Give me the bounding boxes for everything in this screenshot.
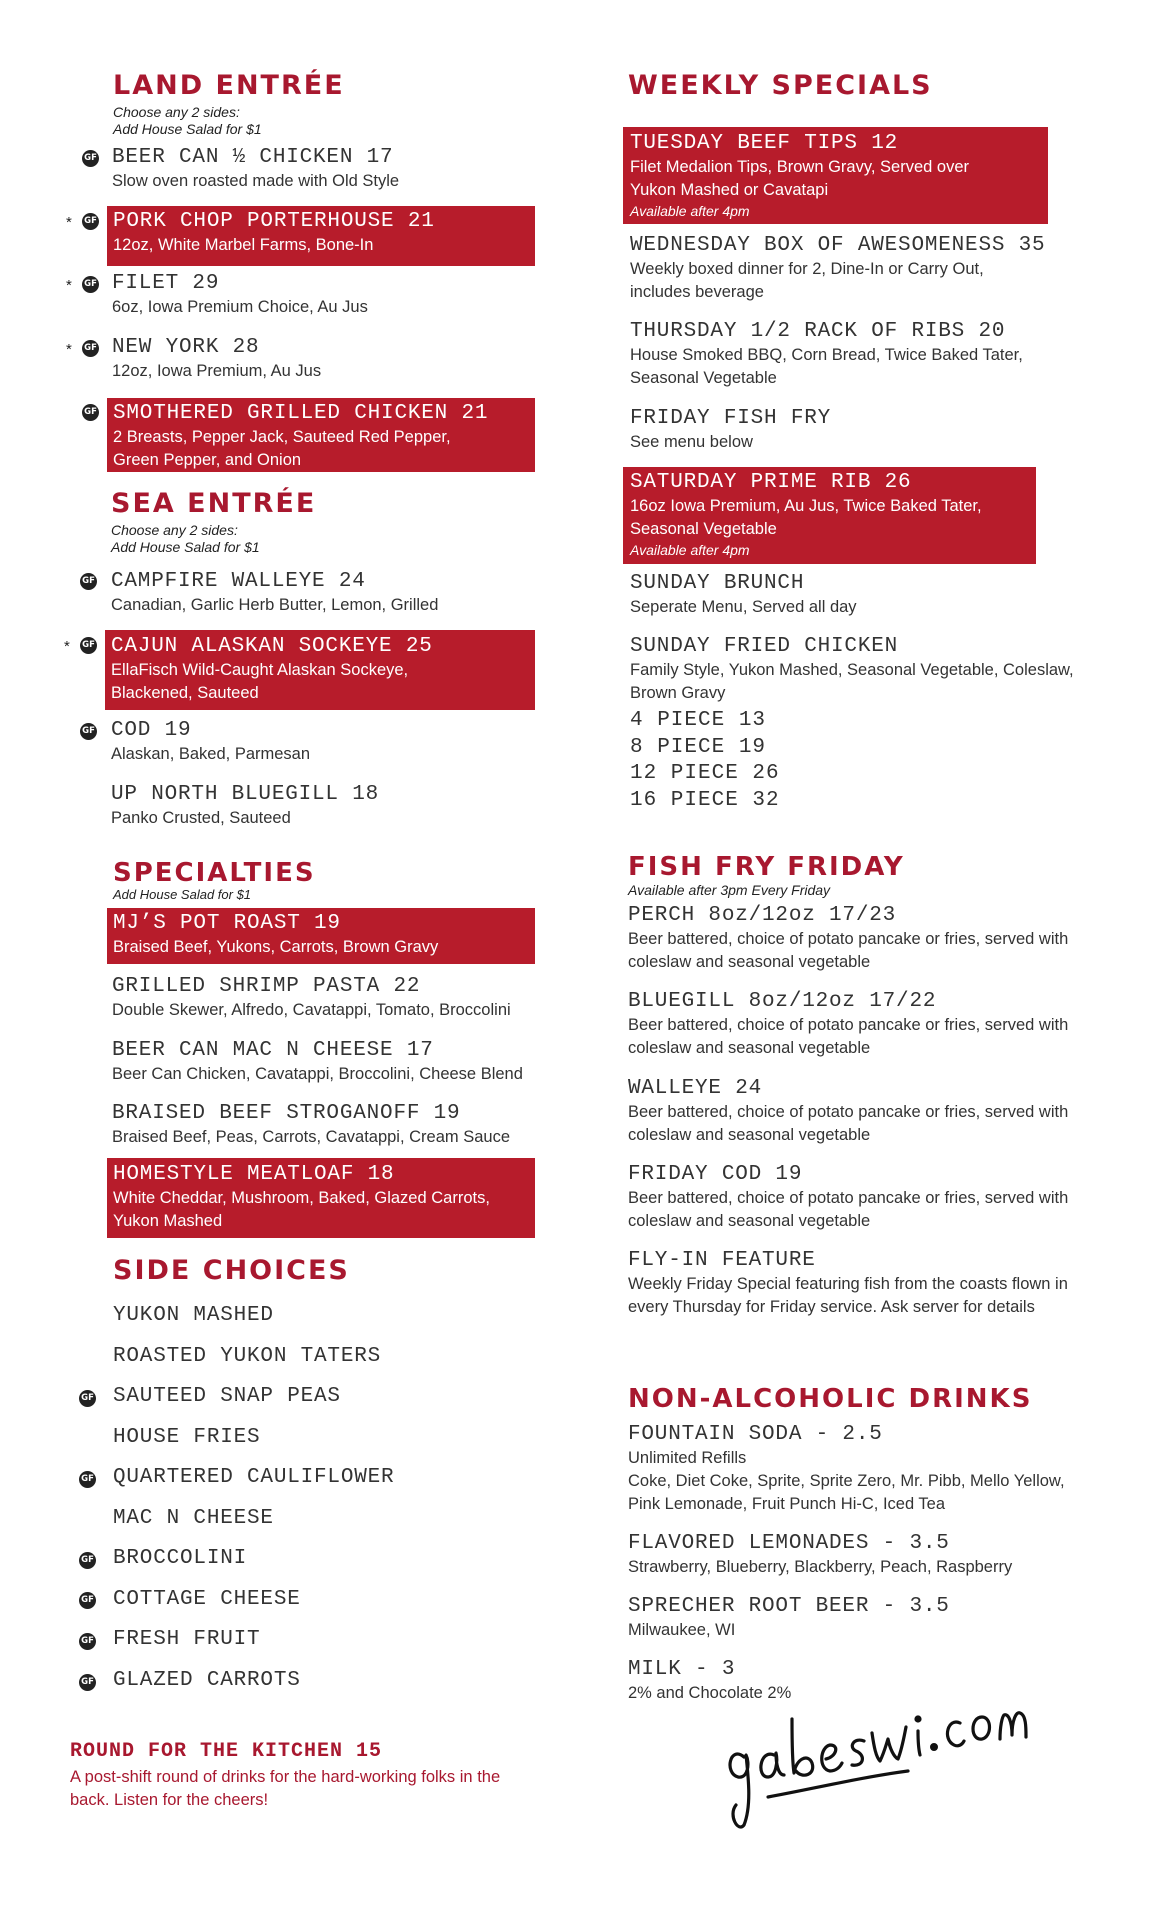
special-tuesday	[623, 127, 1048, 224]
round-for-kitchen-title: ROUND FOR THE KITCHEN 15	[70, 1740, 383, 1763]
item-name: FRIDAY COD 19	[628, 1163, 803, 1186]
item-name: COD 19	[111, 719, 192, 742]
gluten-free-icon: GF	[82, 276, 99, 293]
menu-item-beef-stroganoff	[112, 1102, 552, 1149]
item-name: SPRECHER ROOT BEER - 3.5	[628, 1595, 950, 1618]
menu-item-meatloaf	[107, 1158, 535, 1238]
asterisk-icon: *	[64, 638, 70, 655]
item-description: Beer battered, choice of potato pancake or fries, served with coleslaw and seasonal vegetable	[628, 930, 1069, 971]
menu-item-shrimp-pasta	[112, 975, 552, 1022]
menu-item-cod	[111, 719, 541, 766]
side-choices-heading: SIDE CHOICES	[113, 1255, 350, 1286]
chicken-piece-option: 4 PIECE 13	[630, 709, 767, 732]
side-item: MAC N CHEESE	[113, 1507, 274, 1530]
item-name: GRILLED SHRIMP PASTA 22	[112, 975, 421, 998]
item-name: BLUEGILL 8oz/12oz 17/22	[628, 990, 937, 1013]
website-signature-handwriting	[722, 1665, 1042, 1835]
menu-item-up-north-bluegill	[111, 783, 541, 830]
drink-item-lemonades	[628, 1532, 1108, 1579]
item-name: SUNDAY FRIED CHICKEN	[630, 635, 899, 658]
item-description: EllaFisch Wild-Caught Alaskan Sockeye, Blackened, Sauteed	[111, 661, 409, 702]
item-name: BEER CAN ½ CHICKEN 17	[112, 146, 394, 169]
land-entree-note-sides: Choose any 2 sides:	[113, 104, 240, 120]
side-item: GLAZED CARROTS	[113, 1669, 301, 1692]
item-description: Double Skewer, Alfredo, Cavatappi, Tomato, Broccolini	[112, 1001, 511, 1019]
item-description: Weekly boxed dinner for 2, Dine-In or Carry Out, includes beverage	[630, 260, 984, 301]
item-name: TUESDAY BEEF TIPS 12	[630, 132, 899, 155]
menu-item-beer-can-mac	[112, 1039, 552, 1086]
item-description: See menu below	[630, 433, 753, 451]
gluten-free-icon: GF	[82, 404, 99, 421]
side-item: BROCCOLINI	[113, 1547, 248, 1570]
sea-entree-heading: SEA ENTRÉE	[111, 488, 317, 519]
item-name: WALLEYE 24	[628, 1077, 763, 1100]
special-friday	[630, 407, 1070, 454]
item-description: Milwaukee, WI	[628, 1621, 736, 1639]
gluten-free-icon: GF	[79, 1674, 96, 1691]
gluten-free-icon: GF	[80, 637, 97, 654]
side-item: SAUTEED SNAP PEAS	[113, 1385, 341, 1408]
item-description: Unlimited Refills	[628, 1449, 747, 1467]
item-description-flavors: Coke, Diet Coke, Sprite, Sprite Zero, Mr. Pibb, Mello Yellow, Pink Lemonade, Fruit Punch Hi-C, Iced Tea	[628, 1472, 1065, 1513]
item-description: 12oz, Iowa Premium, Au Jus	[112, 362, 322, 380]
sea-entree-note-sides: Choose any 2 sides:	[111, 522, 238, 538]
item-description: 16oz Iowa Premium, Au Jus, Twice Baked Tater, Seasonal Vegetable	[630, 497, 982, 538]
specialties-note: Add House Salad for $1	[113, 887, 252, 902]
item-name: FLY-IN FEATURE	[628, 1249, 816, 1272]
item-description: 12oz, White Marbel Farms, Bone-In	[113, 236, 374, 254]
special-wednesday	[630, 234, 1070, 304]
fish-fry-note: Available after 3pm Every Friday	[628, 882, 831, 898]
gluten-free-icon: GF	[79, 1552, 96, 1569]
fish-fry-heading: FISH FRY FRIDAY	[628, 852, 905, 882]
item-name: PERCH 8oz/12oz 17/23	[628, 904, 897, 927]
menu-item-smothered-chicken	[107, 398, 535, 472]
special-sunday-brunch	[630, 572, 1070, 619]
item-description: Seperate Menu, Served all day	[630, 598, 857, 616]
item-name: THURSDAY 1/2 RACK OF RIBS 20	[630, 320, 1006, 343]
item-description: House Smoked BBQ, Corn Bread, Twice Baked Tater, Seasonal Vegetable	[630, 346, 1023, 387]
chicken-piece-option: 16 PIECE 32	[630, 789, 780, 812]
gluten-free-icon: GF	[79, 1390, 96, 1407]
item-name: PORK CHOP PORTERHOUSE 21	[113, 210, 435, 233]
side-item: FRESH FRUIT	[113, 1628, 261, 1651]
item-description: Canadian, Garlic Herb Butter, Lemon, Grilled	[111, 596, 439, 614]
menu-item-filet	[112, 272, 542, 319]
drink-item-root-beer	[628, 1595, 1108, 1642]
item-description: Braised Beef, Peas, Carrots, Cavatappi, Cream Sauce	[112, 1128, 511, 1146]
special-sunday-chicken	[630, 635, 1110, 705]
item-name: CAJUN ALASKAN SOCKEYE 25	[111, 635, 433, 658]
drink-item-fountain-soda	[628, 1423, 1108, 1516]
item-name: WEDNESDAY BOX OF AWESOMENESS 35	[630, 234, 1046, 257]
item-name: FRIDAY FISH FRY	[630, 407, 832, 430]
item-name: SATURDAY PRIME RIB 26	[630, 471, 912, 494]
fish-item-bluegill	[628, 990, 1098, 1060]
menu-item-cajun-sockeye	[105, 630, 535, 710]
item-description: Beer battered, choice of potato pancake or fries, served with coleslaw and seasonal vegetable	[628, 1103, 1069, 1144]
asterisk-icon: *	[66, 277, 72, 294]
item-name: FOUNTAIN SODA - 2.5	[628, 1423, 883, 1446]
gluten-free-icon: GF	[79, 1471, 96, 1488]
item-name: NEW YORK 28	[112, 336, 260, 359]
gluten-free-icon: GF	[80, 723, 97, 740]
item-availability: Available after 4pm	[630, 542, 750, 558]
land-entree-note-salad: Add House Salad for $1	[113, 121, 262, 137]
gluten-free-icon: GF	[79, 1592, 96, 1609]
item-name: SUNDAY BRUNCH	[630, 572, 805, 595]
item-availability: Available after 4pm	[630, 203, 750, 219]
item-description: 2% and Chocolate 2%	[628, 1684, 792, 1702]
special-saturday	[623, 467, 1036, 564]
item-name: CAMPFIRE WALLEYE 24	[111, 570, 366, 593]
item-description: Panko Crusted, Sauteed	[111, 809, 291, 827]
side-item: HOUSE FRIES	[113, 1426, 261, 1449]
item-name: BEER CAN MAC N CHEESE 17	[112, 1039, 434, 1062]
specialties-heading: SPECIALTIES	[113, 858, 316, 888]
gluten-free-icon: GF	[82, 213, 99, 230]
item-description: Family Style, Yukon Mashed, Seasonal Vegetable, Coleslaw, Brown Gravy	[630, 661, 1074, 702]
item-name: BRAISED BEEF STROGANOFF 19	[112, 1102, 461, 1125]
item-name: SMOTHERED GRILLED CHICKEN 21	[113, 402, 489, 425]
item-description: 6oz, Iowa Premium Choice, Au Jus	[112, 298, 368, 316]
asterisk-icon: *	[66, 214, 72, 231]
item-description: Braised Beef, Yukons, Carrots, Brown Gravy	[113, 938, 439, 956]
item-description: Beer battered, choice of potato pancake or fries, served with coleslaw and seasonal vegetable	[628, 1016, 1069, 1057]
menu-item-pot-roast	[107, 908, 535, 964]
item-description: Alaskan, Baked, Parmesan	[111, 745, 311, 763]
item-name: FILET 29	[112, 272, 220, 295]
menu-item-campfire-walleye	[111, 570, 541, 617]
gluten-free-icon: GF	[80, 573, 97, 590]
side-item: ROASTED YUKON TATERS	[113, 1345, 382, 1368]
gluten-free-icon: GF	[82, 340, 99, 357]
item-description: Weekly Friday Special featuring fish from the coasts flown in every Thursday for Friday service. Ask server for details	[628, 1275, 1068, 1316]
item-description: Beer battered, choice of potato pancake or fries, served with coleslaw and seasonal vegetable	[628, 1189, 1069, 1230]
side-item: YUKON MASHED	[113, 1304, 274, 1327]
item-name: HOMESTYLE MEATLOAF 18	[113, 1163, 395, 1186]
fish-item-perch	[628, 904, 1098, 974]
item-name: MILK - 3	[628, 1658, 736, 1681]
sea-entree-note-salad: Add House Salad for $1	[111, 539, 260, 555]
item-name: FLAVORED LEMONADES - 3.5	[628, 1532, 950, 1555]
side-item: QUARTERED CAULIFLOWER	[113, 1466, 395, 1489]
chicken-piece-option: 12 PIECE 26	[630, 762, 780, 785]
item-description: Filet Medalion Tips, Brown Gravy, Served over Yukon Mashed or Cavatapi	[630, 158, 969, 199]
gluten-free-icon: GF	[79, 1633, 96, 1650]
fish-item-walleye	[628, 1077, 1098, 1147]
drinks-heading: NON-ALCOHOLIC DRINKS	[628, 1384, 1033, 1414]
menu-item-pork-chop	[107, 206, 535, 266]
gluten-free-icon: GF	[82, 150, 99, 167]
item-description: White Cheddar, Mushroom, Baked, Glazed Carrots, Yukon Mashed	[113, 1189, 490, 1230]
round-for-kitchen-description: A post-shift round of drinks for the hard-working folks in the back. Listen for the cheers!	[70, 1768, 501, 1809]
fish-item-cod	[628, 1163, 1098, 1233]
item-description: 2 Breasts, Pepper Jack, Sauteed Red Pepper, Green Pepper, and Onion	[113, 428, 451, 469]
item-description: Strawberry, Blueberry, Blackberry, Peach, Raspberry	[628, 1558, 1013, 1576]
chicken-piece-option: 8 PIECE 19	[630, 736, 767, 759]
item-description: Beer Can Chicken, Cavatappi, Broccolini, Cheese Blend	[112, 1065, 523, 1083]
weekly-specials-heading: WEEKLY SPECIALS	[628, 70, 933, 101]
menu-item-beer-can-chicken	[112, 146, 542, 193]
land-entree-heading: LAND ENTRÉE	[113, 70, 345, 101]
fish-item-fly-in-feature	[628, 1249, 1108, 1319]
special-thursday	[630, 320, 1070, 390]
menu-item-new-york	[112, 336, 542, 383]
asterisk-icon: *	[66, 341, 72, 358]
item-description: Slow oven roasted made with Old Style	[112, 172, 400, 190]
item-name: UP NORTH BLUEGILL 18	[111, 783, 380, 806]
item-name: MJ’S POT ROAST 19	[113, 912, 341, 935]
side-item: COTTAGE CHEESE	[113, 1588, 301, 1611]
